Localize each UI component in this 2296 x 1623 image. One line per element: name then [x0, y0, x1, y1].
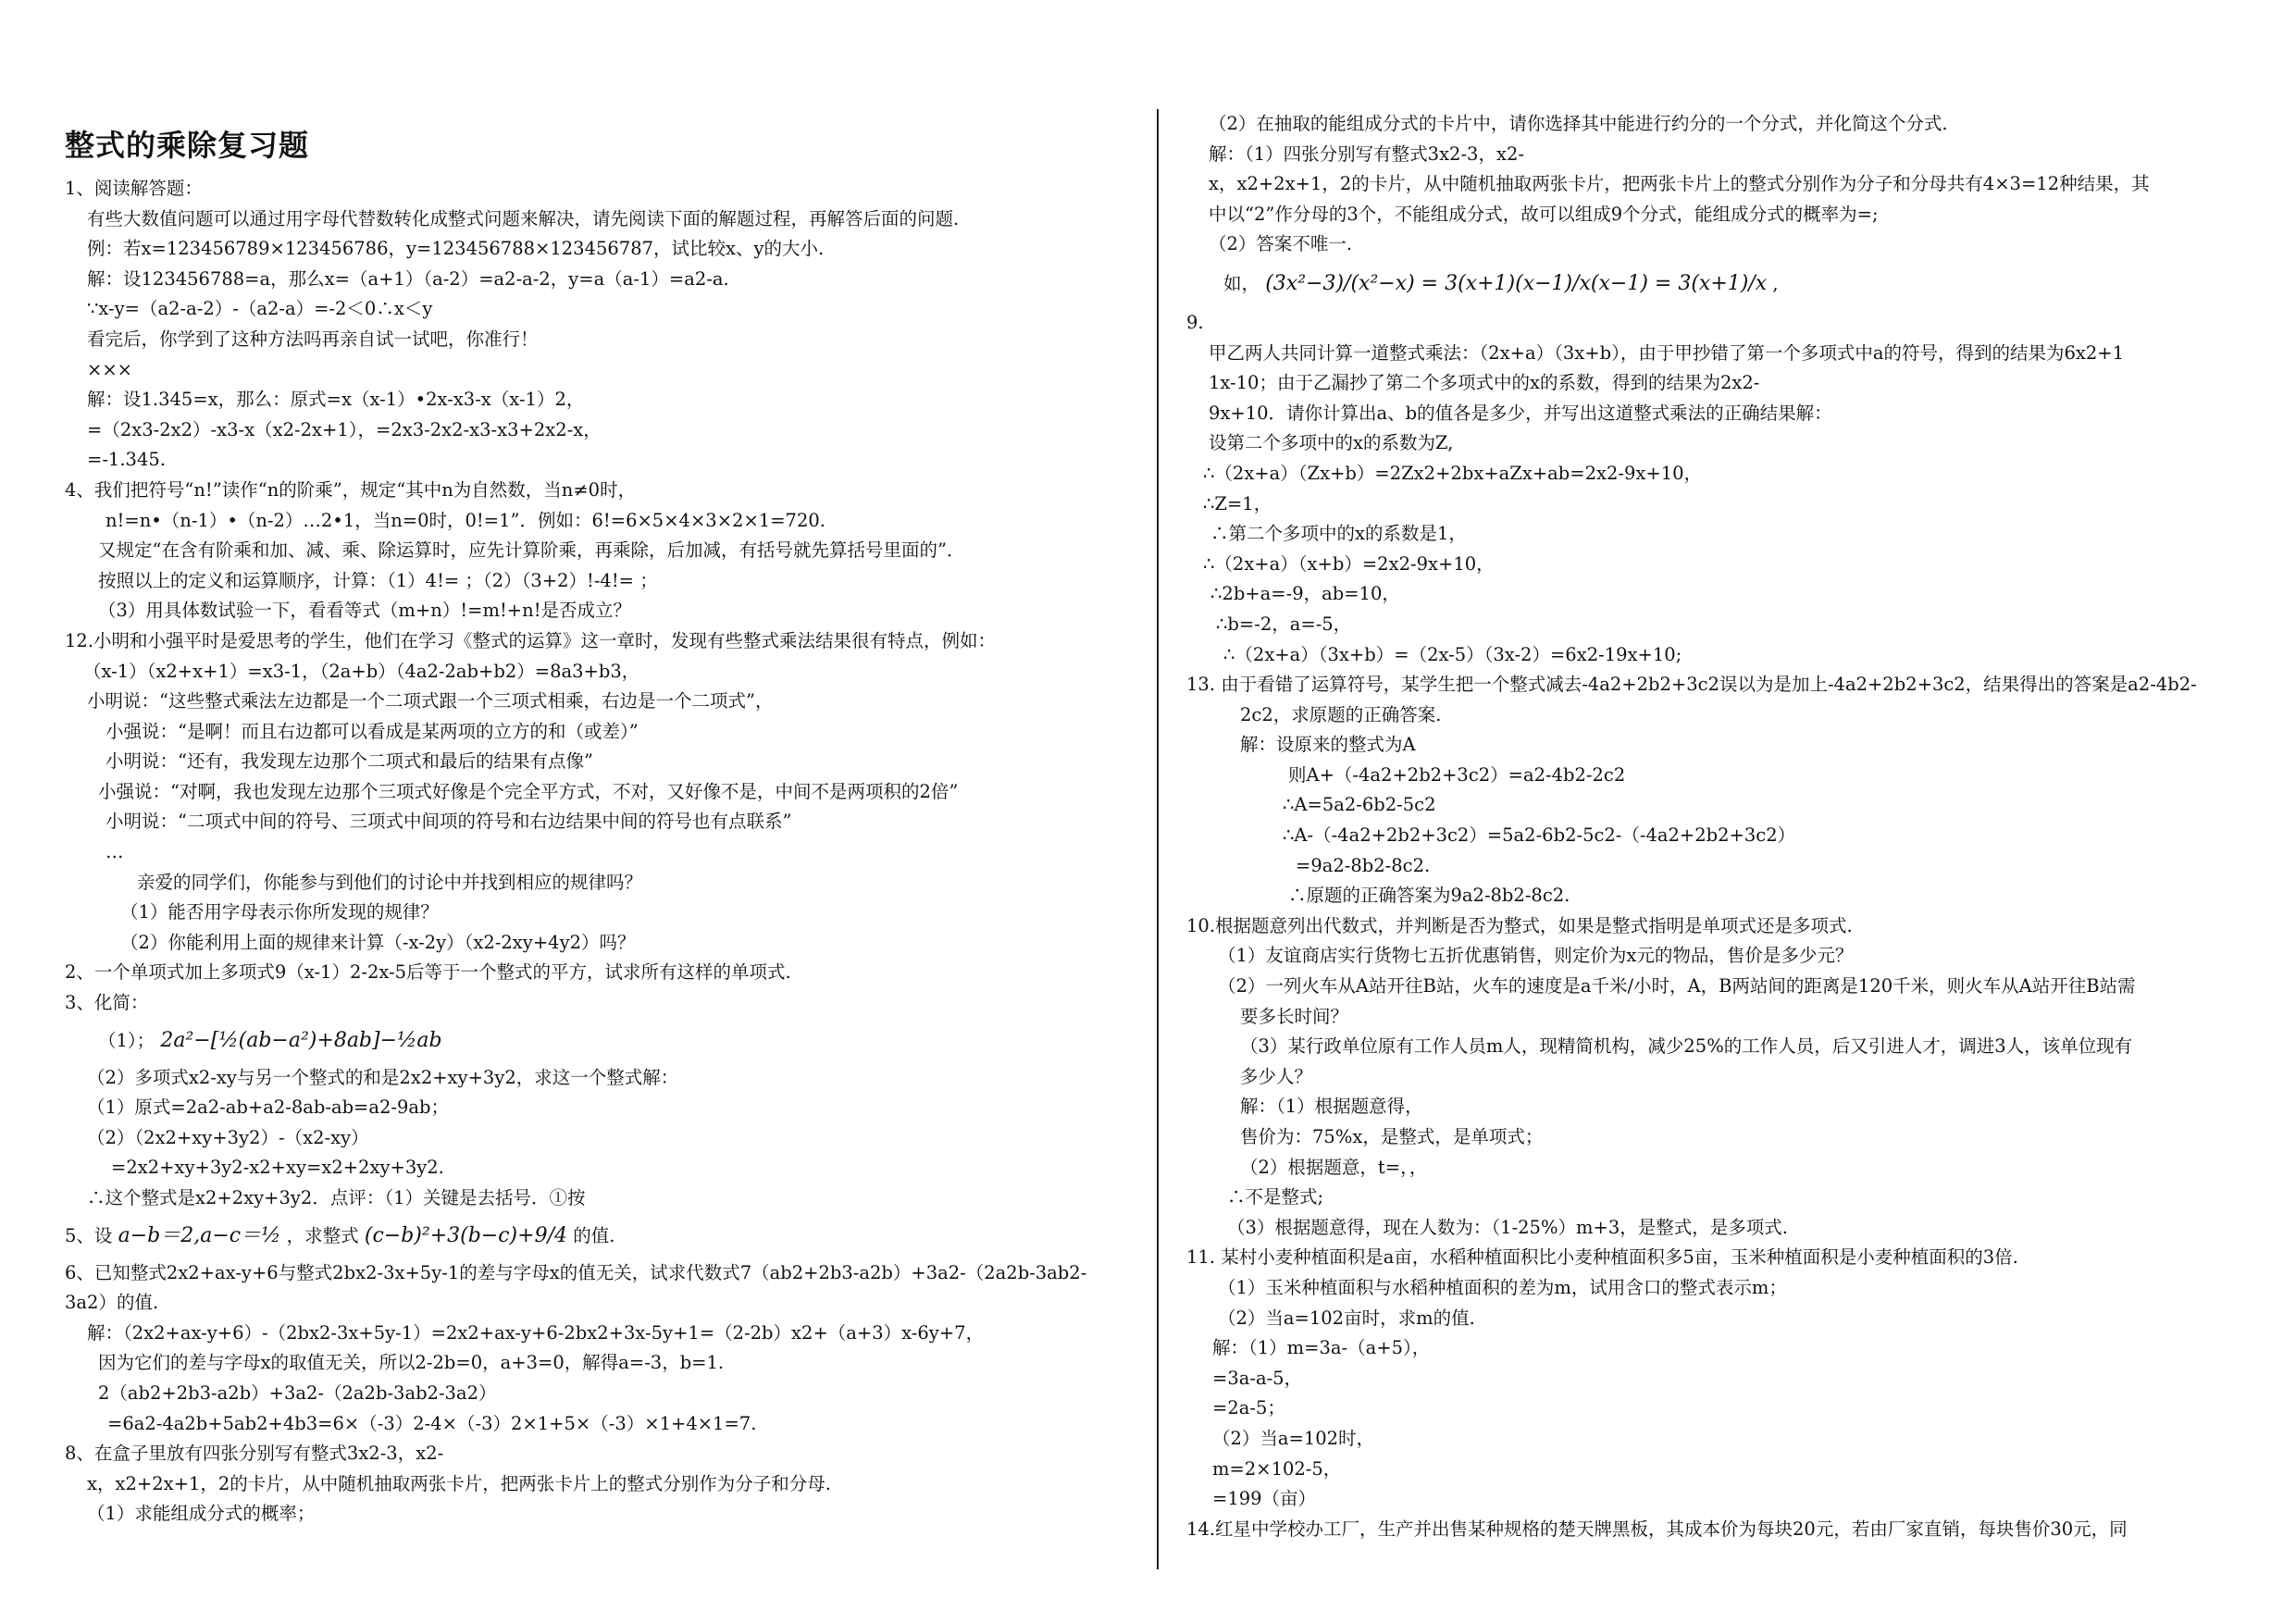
text-line: （3）根据题意得，现在人数为：（1-25%）m+3，是整式，是多项式. — [1227, 1216, 1788, 1238]
text-line: =199（亩） — [1212, 1488, 1317, 1510]
text-line: 小强说：“对啊，我也发现左边那个三项式好像是个完全平方式，不对，又好像不是，中间不是两项积的2倍” — [98, 780, 959, 802]
text-line: （1）友谊商店实行货物七五折优惠销售，则定价为x元的物品，售价是多少元？ — [1218, 945, 1854, 967]
text-line: （3）某行政单位原有工作人员m人，现精简机构，减少25%的工作人员，后又引进人才，调进3人，该单位现有 — [1240, 1035, 2133, 1058]
text-line: 甲乙两人共同计算一道整式乘法：（2x+a）（3x+b），由于甲抄错了第一个多项式中a的符号，得到的结果为6x2+1 — [1209, 341, 2125, 364]
text-line: 解：（1）根据题意得， — [1240, 1096, 1423, 1118]
fraction-example-prefix: 如， — [1223, 272, 1260, 294]
text-line: 解：（2x2+ax-y+6）-（2bx2-3x+5y-1）=2x2+ax-y+6-2bx2+3x-5y+1=（2-2b）x2+（a+3）x-6y+7， — [87, 1321, 985, 1344]
text-line: ∴2b+a=-9，ab=10， — [1210, 583, 1400, 605]
text-line: 小强说：“是啊！而且右边都可以看成是某两项的立方的和（或差）” — [105, 720, 639, 742]
text-line: 1x-10；由于乙漏抄了第二个多项式中的x的系数，得到的结果为2x2- — [1209, 372, 1760, 394]
text-line: （1）能否用字母表示你所发现的规律？ — [120, 901, 439, 923]
text-line: ∴第二个多项中的x的系数是1， — [1210, 523, 1467, 545]
left-text-block-a — [65, 174, 1129, 1019]
text-line: 3a2）的值. — [65, 1292, 159, 1314]
text-line: 10.根据题意列出代数式，并判断是否为整式，如果是整式指明是单项式还是多项式. — [1186, 914, 1853, 936]
fraction-example-formula: (3x²−3)/(x²−x) = 3(x+1)(x−1)/x(x−1) = 3(x+1)/x — [1265, 272, 1768, 296]
text-line: （1）求能组成分式的概率； — [87, 1503, 316, 1525]
text-line: （2）当a=102时， — [1212, 1427, 1375, 1449]
formula-5-mid: ，求整式 — [286, 1224, 359, 1246]
text-line: （3）用具体数试验一下，看看等式（m+n）!=m!+n!是否成立？ — [98, 600, 632, 622]
text-line: （2）（2x2+xy+3y2）-（x2-xy） — [87, 1126, 369, 1148]
text-line: 又规定“在含有阶乘和加、减、乘、除运算时，应先计算阶乘，再乘除，后加减，有括号就先算括号里面的”． — [98, 539, 965, 562]
text-line: （2）根据题意，t=，， — [1240, 1156, 1428, 1178]
text-line: =-1.345. — [87, 449, 166, 471]
text-line: （x-1）（x2+x+1）=x3-1，（2a+b）（4a2-2ab+b2）=8a3+b3， — [83, 660, 640, 682]
formula-3-1: 2a²−[½(ab−a²)+8ab]−½ab — [160, 1029, 442, 1053]
text-line: =2a-5； — [1212, 1397, 1285, 1419]
text-line: x，x2+2x+1，2的卡片，从中随机抽取两张卡片，把两张卡片上的整式分别作为分子和分母共有4×3=12种结果，其 — [1209, 173, 2150, 195]
text-line: 解：设原来的整式为A — [1240, 734, 1416, 756]
text-line: 按照以上的定义和运算顺序，计算：（1）4!= ；（2）（3+2）!-4!= ； — [98, 569, 658, 591]
text-line: 2（ab2+2b3-a2b）+3a2-（2a2b-3ab2-3a2） — [98, 1381, 497, 1404]
text-line: 因为它们的差与字母x的取值无关，所以2-2b=0，a+3=0，解得a=-3，b=1. — [98, 1352, 725, 1374]
column-divider — [1157, 109, 1159, 1569]
text-line: … — [105, 841, 124, 863]
text-line: 4、我们把符号“n!”读作“n的阶乘”，规定“其中n为自然数，当n≠0时， — [65, 478, 637, 501]
text-line: 3、化简： — [65, 992, 149, 1014]
text-line: n!=n•（n-1）•（n-2）…2•1，当n=0时，0!=1”．例如：6!=6×5×4×3×2×1=720. — [105, 509, 825, 531]
text-line: ∴Z=1， — [1203, 492, 1272, 514]
text-line: ∴这个整式是x2+2xy+3y2．点评：（1）关键是去括号．①按 — [87, 1187, 586, 1208]
text-line: 9x+10．请你计算出a、b的值各是多少，并写出这道整式乘法的正确结果解： — [1209, 402, 1832, 424]
text-line: 中以“2”作分母的3个，不能组成分式，故可以组成9个分式，能组成分式的概率为=; — [1209, 203, 1879, 225]
text-line: 解：（1）m=3a-（a+5）， — [1212, 1337, 1431, 1359]
text-line: 1、阅读解答题： — [65, 178, 203, 199]
text-line: （2）答案不唯一. — [1209, 233, 1353, 255]
text-line: =2x2+xy+3y2-x2+xy=x2+2xy+3y2. — [111, 1157, 444, 1179]
text-line: 要多长时间？ — [1240, 1005, 1349, 1027]
text-line: （2）当a=102亩时，求m的值. — [1218, 1307, 1475, 1329]
text-line: ∴（2x+a）（3x+b）=（2x-5）（3x-2）=6x2-19x+10; — [1223, 643, 1682, 665]
text-line: 解：（1）四张分别写有整式3x2-3，x2- — [1209, 142, 1524, 165]
text-line: ∴A-（-4a2+2b2+3c2）=5a2-6b2-5c2-（-4a2+2b2+3c2） — [1283, 824, 1796, 847]
right-text-block-b — [1186, 308, 2241, 1544]
formula-5-math2: (c−b)²+3(b−c)+9/4 — [364, 1224, 567, 1248]
text-line: ∴不是整式; — [1227, 1186, 1324, 1208]
text-line: 小明说：“还有，我发现左边那个二项式和最后的结果有点像” — [105, 750, 593, 773]
right-column — [1186, 109, 2241, 1544]
text-line: 例：若x=123456789×123456786，y=123456788×123456787，试比较x、y的大小. — [87, 238, 825, 260]
left-column — [65, 109, 1129, 1530]
formula-5-suffix: 的值. — [573, 1224, 615, 1246]
text-line: m=2×102-5， — [1212, 1457, 1342, 1480]
text-line: 9. — [1186, 311, 1204, 333]
text-line: 看完后，你学到了这种方法吗再亲自试一试吧，你准行！ — [87, 328, 539, 350]
fraction-example-suffix: , — [1772, 272, 1779, 294]
text-line: 多少人？ — [1240, 1065, 1313, 1087]
right-text-block-a — [1186, 109, 2241, 260]
text-line: 11. 某村小麦种植面积是a亩，水稻种植面积比小麦种植面积多5亩，玉米种植面积是小麦种植面积的3倍. — [1186, 1246, 2018, 1269]
text-line: （2）你能利用上面的规律来计算（-x-2y）（x2-2xy+4y2）吗？ — [120, 931, 636, 953]
text-line: =（2x3-2x2）-x3-x（x2-2x+1），=2x3-2x2-x3-x3+2x2-x， — [87, 418, 602, 440]
text-line: 亲爱的同学们，你能参与到他们的讨论中并找到相应的规律吗？ — [137, 871, 643, 893]
text-line: ∴A=5a2-6b2-5c2 — [1283, 794, 1436, 816]
text-line: 12.小明和小强平时是爱思考的学生，他们在学习《整式的运算》这一章时，发现有些整式乘法结果很有特点，例如： — [65, 629, 997, 651]
text-line: （2）在抽取的能组成分式的卡片中，请你选择其中能进行约分的一个分式，并化简这个分式. — [1209, 113, 1948, 134]
formula-3-1-line — [65, 1019, 1129, 1063]
text-line: 有些大数值问题可以通过用字母代替数转化成整式问题来解决，请先阅读下面的解题过程，再解答后面的问题. — [87, 207, 960, 229]
text-line: （1）原式=2a2-ab+a2-8ab-ab=a2-9ab； — [87, 1096, 450, 1119]
formula-5-line — [65, 1214, 1129, 1258]
text-line: 14.红星中学校办工厂，生产并出售某种规格的楚天牌黑板，其成本价为每块20元，若由厂家直销，每块售价30元，同 — [1186, 1518, 2128, 1540]
text-line: 2、一个单项式加上多项式9（x-1）2-2x-5后等于一个整式的平方，试求所有这样的单项式. — [65, 961, 791, 984]
text-line: （2）一列火车从A站开往B站，火车的速度是a千米/小时，A，B两站间的距离是120千米，则火车从A站开往B站需 — [1218, 975, 2136, 997]
fraction-example-line — [1186, 260, 2241, 308]
page-title: 整式的乘除复习题 — [65, 128, 310, 163]
text-line: =9a2-8b2-8c2. — [1296, 854, 1431, 876]
text-line: 8、在盒子里放有四张分别写有整式3x2-3，x2- — [65, 1443, 444, 1465]
text-line: ∴（2x+a）（x+b）=2x2-9x+10， — [1203, 552, 1495, 575]
text-line: 解：设1.345=x，那么：原式=x（x-1）•2x-x3-x（x-1）2， — [87, 389, 585, 411]
text-line: 2c2，求原题的正确答案. — [1240, 703, 1442, 725]
text-line: ∵x-y=（a2-a-2）-（a2-a）=-2＜0∴x＜y — [87, 298, 433, 320]
text-line: （1）玉米种植面积与水稻种植面积的差为m，试用含口的整式表示m； — [1218, 1276, 1787, 1298]
text-line: （2）多项式x2-xy与另一个整式的和是2x2+xy+3y2，求这一个整式解： — [87, 1066, 679, 1088]
formula-3-1-label: （1）； — [98, 1029, 155, 1051]
left-text-block-c — [65, 1258, 1129, 1530]
text-line: ∴b=-2，a=-5， — [1216, 613, 1352, 635]
text-line: 13. 由于看错了运算符号，某学生把一个整式减去-4a2+2b2+3c2误以为是加上-4a2+2b2+3c2，结果得出的答案是a2-4b2- — [1186, 674, 2197, 696]
text-line: =3a-a-5， — [1212, 1367, 1303, 1389]
text-line: =6a2-4a2b+5ab2+4b3=6×（-3）2-4×（-3）2×1+5×（-3）×1+4×1=7. — [107, 1412, 757, 1434]
formula-5-prefix: 5、设 — [65, 1224, 113, 1246]
text-line: 小明说：“这些整式乘法左边都是一个二项式跟一个三项式相乘，右边是一个二项式”， — [87, 690, 774, 712]
left-text-block-b — [65, 1063, 1129, 1214]
text-line: x，x2+2x+1，2的卡片，从中随机抽取两张卡片，把两张卡片上的整式分别作为分子和分母. — [87, 1472, 831, 1494]
text-line: 6、已知整式2x2+ax-y+6与整式2bx2-3x+5y-1的差与字母x的值无关，试求代数式7（ab2+2b3-a2b）+3a2-（2a2b-3ab2- — [65, 1261, 1087, 1283]
formula-5-math: a−b＝2,a−c＝½ — [118, 1224, 281, 1248]
text-line: 解：设123456788=a，那么x=（a+1）（a-2）=a2-a-2，y=a（a-1）=a2-a. — [87, 267, 729, 290]
text-line: 小明说：“二项式中间的符号、三项式中间项的符号和右边结果中间的符号也有点联系” — [105, 811, 792, 833]
text-line: ∴（2x+a）（Zx+b）=2Zx2+2bx+aZx+ab=2x2-9x+10， — [1203, 462, 1703, 484]
text-line: 售价为：75%x，是整式，是单项式； — [1240, 1126, 1544, 1147]
text-line: 设第二个多项中的x的系数为Z, — [1209, 432, 1454, 454]
text-line: ××× — [87, 358, 133, 380]
text-line: 则A+（-4a2+2b2+3c2）=a2-4b2-2c2 — [1288, 763, 1626, 786]
text-line: ∴原题的正确答案为9a2-8b2-8c2. — [1288, 885, 1570, 907]
